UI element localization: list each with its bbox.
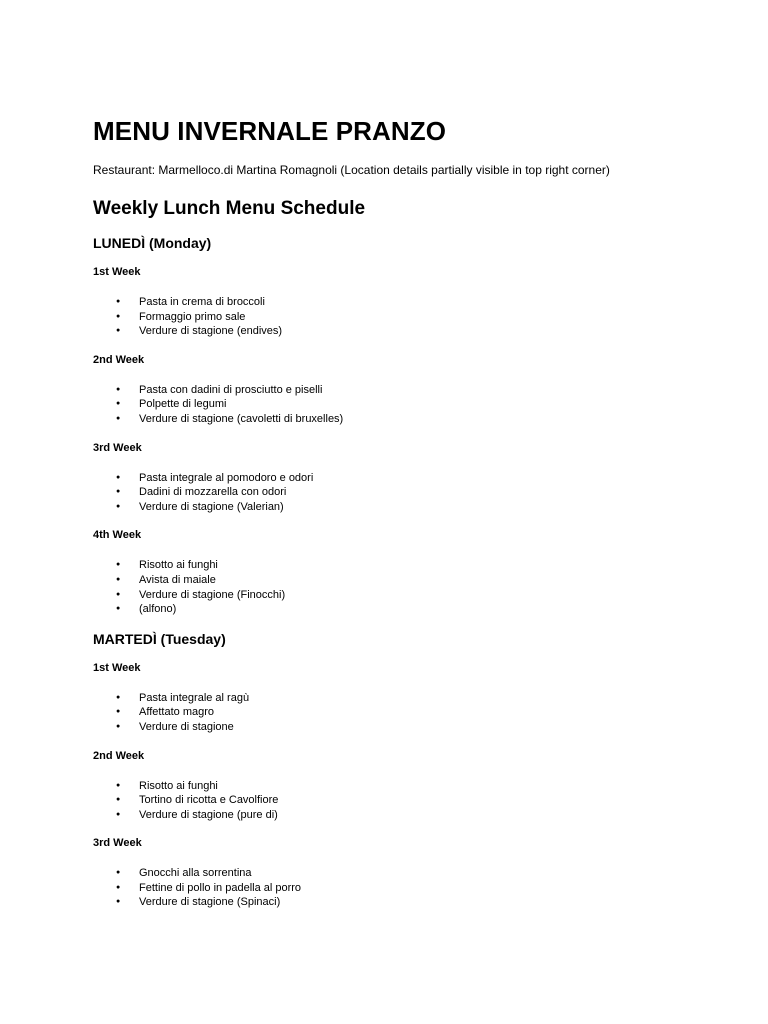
week-title: 2nd Week [93, 353, 145, 366]
menu-item: ● Verdure di stagione (pure di) [93, 808, 733, 823]
menu-item: ● Pasta in crema di broccoli [93, 295, 733, 310]
menu-item: ● Verdure di stagione (cavoletti di bruxelles) [93, 412, 733, 427]
menu-item: ● (alfono) [93, 602, 733, 617]
week-title: 1st Week [93, 266, 141, 278]
menu-item-list [93, 691, 733, 735]
menu-item: ● Dadini di mozzarella con odori [93, 485, 733, 500]
menu-item: ● Verdure di stagione (Finocchi) [93, 588, 733, 603]
week-section [93, 442, 733, 515]
menu-item: ● Gnocchi alla sorrentina [93, 866, 733, 881]
menu-item: ● Formaggio primo sale [93, 310, 733, 325]
week-title: 3rd Week [93, 441, 142, 454]
day-section [93, 235, 733, 617]
menu-item-list [93, 295, 733, 339]
day-section [93, 631, 733, 910]
menu-item-list [93, 383, 733, 427]
menu-item: ● Pasta integrale al ragù [93, 691, 733, 706]
menu-item-list [93, 866, 733, 910]
menu-item: ● Verdure di stagione (endives) [93, 324, 733, 339]
week-section [93, 662, 733, 735]
day-title: LUNEDÌ (Monday) [93, 235, 212, 251]
week-section [93, 266, 733, 339]
menu-item: ● Pasta integrale al pomodoro e odori [93, 471, 733, 486]
section-heading: Weekly Lunch Menu Schedule [93, 198, 366, 219]
page-title: MENU INVERNALE PRANZO [93, 116, 447, 146]
week-section [93, 354, 733, 427]
menu-item: ● Tortino di ricotta e Cavolfiore [93, 793, 733, 808]
document-page [93, 116, 733, 910]
menu-item: ● Risotto ai funghi [93, 558, 733, 573]
menu-item: ● Risotto ai funghi [93, 779, 733, 794]
restaurant-line: Restaurant: Marmelloco.di Martina Romagnoli (Location details partially visible in top right corner) [93, 163, 610, 177]
week-title: 4th Week [93, 529, 142, 542]
menu-item: ● Avista di maiale [93, 573, 733, 588]
week-title: 3rd Week [93, 837, 142, 850]
week-section [93, 529, 733, 616]
menu-item-list [93, 779, 733, 823]
week-title: 2nd Week [93, 749, 145, 762]
menu-item-list [93, 558, 733, 616]
day-title: MARTEDÌ (Tuesday) [93, 630, 226, 647]
week-section [93, 750, 733, 823]
menu-item: ● Verdure di stagione (Valerian) [93, 500, 733, 515]
menu-item: ● Fettine di pollo in padella al porro [93, 881, 733, 896]
week-section [93, 837, 733, 910]
menu-item: ● Verdure di stagione [93, 720, 733, 735]
menu-item: ● Polpette di legumi [93, 397, 733, 412]
days-container [93, 235, 733, 910]
menu-item: ● Verdure di stagione (Spinaci) [93, 895, 733, 910]
menu-item: ● Pasta con dadini di prosciutto e piselli [93, 383, 733, 398]
week-title: 1st Week [93, 661, 141, 674]
menu-item-list [93, 471, 733, 515]
menu-item: ● Affettato magro [93, 705, 733, 720]
